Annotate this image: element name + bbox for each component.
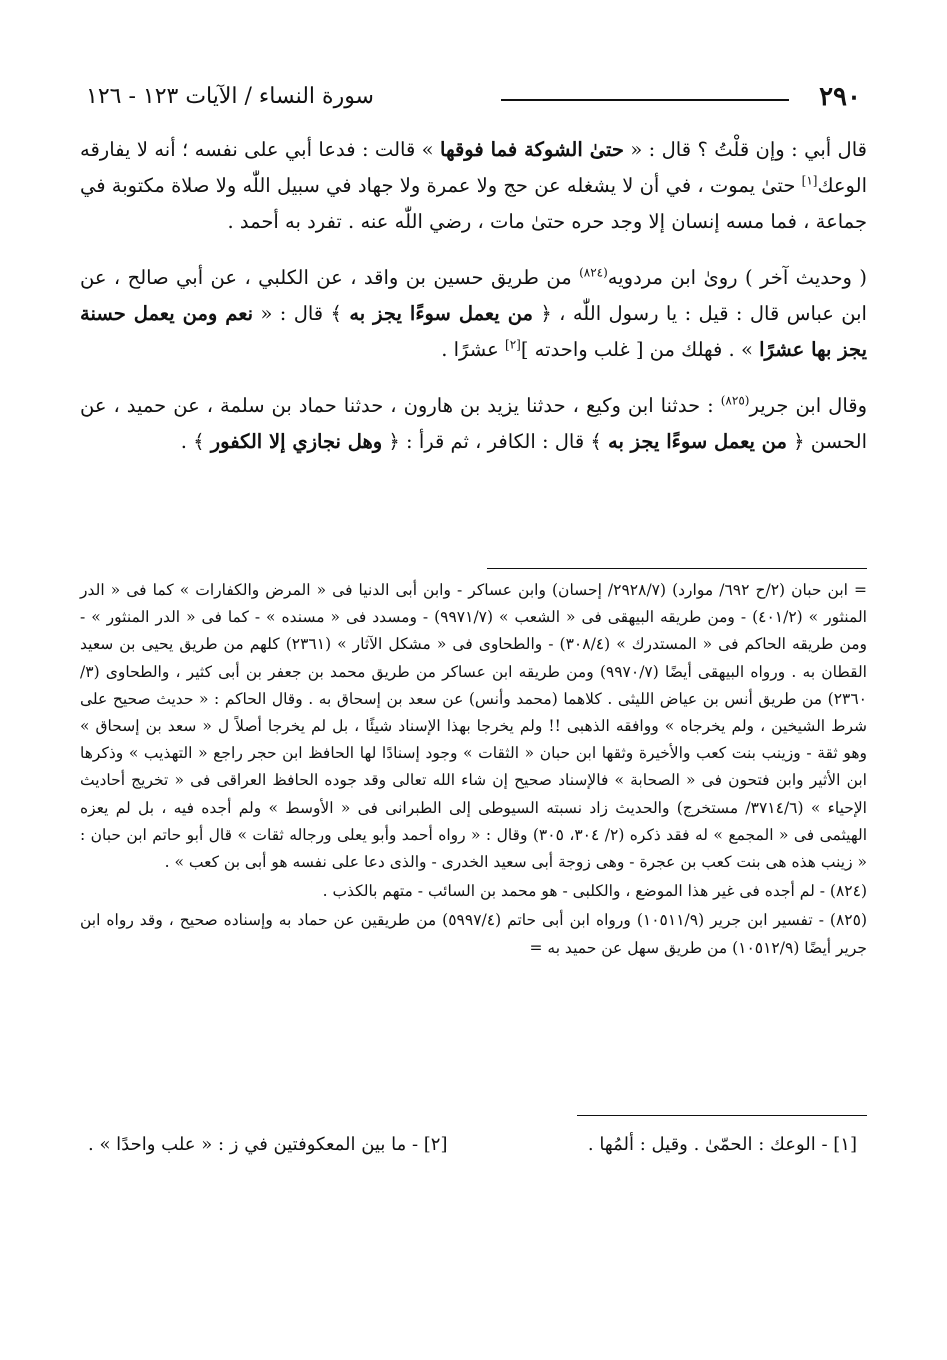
- quran-verse: من يعمل سوءًا يجز به: [608, 430, 787, 453]
- page-header: [80, 82, 867, 118]
- text-run: ﴾ .: [180, 430, 211, 453]
- hadith-text: حتىٰ الشوكة فما فوقها: [440, 138, 624, 161]
- text-run: حتىٰ يموت ، في أن لا يشغله عن حج ولا عمرة ولا جهاد في سبيل اللّٰه ولا صلاة مكتوبة في جماعة ، فما مسه إنسان إلا وجد حره حتىٰ مات ، رضي اللّٰه عنه . تفرد به أحمد .: [80, 174, 867, 233]
- note-marker: [١]: [801, 173, 818, 188]
- footnote-marker: (٨٢٤): [579, 265, 608, 280]
- hadith-text: نعم ومن يعمل حسنة يجز بها عشرًا: [80, 302, 867, 361]
- text-run: : حدثنا ابن وكيع ، حدثنا يزيد بن هارون ، حدثنا حماد بن سلمة ، عن حميد ، عن الحسن ﴿: [80, 394, 867, 453]
- text-run: عشرًا .: [441, 338, 506, 361]
- footnote-marker: (٨٢٥): [720, 393, 750, 408]
- footnote-824: (٨٢٤) - لم أجده فى غير هذا الموضع ، والكلبى - هو محمد بن السائب - متهم بالكذب .: [322, 882, 867, 901]
- text-run: » قالت : فدعا أبي على نفسه ؛ أنه لا يفارقه الوعك: [80, 138, 867, 197]
- footnotes: [80, 577, 867, 964]
- paragraph: [80, 388, 867, 460]
- main-text: [80, 132, 867, 480]
- note-marker: [٢]: [505, 337, 521, 352]
- text-run: ﴾ قال : الكافر ، ثم قرأ : ﴿: [382, 430, 608, 453]
- running-title: سورة النساء / الآيات ١٢٣ - ١٢٦: [86, 84, 374, 109]
- text-run: من طريق حسين بن واقد ، عن الكلبي ، عن أبي صالح ، عن ابن عباس قال : قيل : يا رسول اللّٰه ، ﴿: [80, 266, 867, 325]
- text-run: » . فهلك من [ غلب واحدته ]: [520, 338, 760, 361]
- text-run: وقال ابن جرير: [749, 394, 867, 417]
- notes-rule: [577, 1115, 867, 1116]
- page-number: ٢٩٠: [819, 82, 861, 112]
- footnote-continued: = ابن حبان (٢/ح ٦٩٢/ موارد) (٢٩٢٨/٧/ إحسان) وابن عساكر - وابن أبى الدنيا فى « المرض والكفارات » كما فى « الدر المنثور » (٤٠١/٢) - ومن طريقه البيهقى فى « الشعب » (٩٩٧١/٧) - ومسدد فى « مسنده » - كما فى « الدر المنثور » - ومن طريقه الحاكم فى « المستدرك » (٣٠٨/٤) - والطحاوى فى « مشكل الآثار » (٢٣٦١) كلهم من طريق يحيى بن سعيد القطان به . ورواه البيهقى أيضًا (٩٩٧٠/٧) ومن طريقه ابن عساكر من طريق محمد بن جعفر بن أبى كثير ، والطحاوى (٣/ ٢٣٦٠) من طريق أنس بن عياض الليثى . كلاهما (محمد وأنس) عن سعد بن إسحاق به . وقال الحاكم : « حديث صحيح على شرط الشيخين ، ولم يخرجاه » ووافقه الذهبى !! ولم يخرجا بهذا الإسناد شيئًا ، بل لم يخرجا أصلاً ل « سعد بن إسحاق » وهو ثقة - وزينب بنت كعب والأخيرة وثقها ابن حبان « الثقات » وجود إسنادًا لها الحافظ ابن حجر راجع « التهذيب » وذكرها ابن الأثير وابن فتحون فى « الصحابة » فالإسناد صحيح إن شاء الله تعالى وقد جوده الحافظ العراقى فى « تخريج أحاديث الإحياء » (٣٧١٤/٦/ مستخرج) والحديث زاد نسبته السيوطى إلى الطبرانى فى « الأوسط » ولم أجده فيه ، بل لم يعزه الهيثمى فى « المجمع » له فقد ذكره (٢/ ٣٠٤، ٣٠٥) وقال : « رواه أحمد وأبو يعلى ورجاله ثقات » قال أبو حاتم ابن حبان : « زينب هذه هى بنت كعب بن عجرة - وهى زوجة أبى سعيد الخدرى - والذى دعا على نفسه هو أبى بن كعب » .: [80, 581, 868, 872]
- note-1: [١] - الوعك : الحمّىٰ . وقيل : ألمُها .: [587, 1134, 857, 1155]
- note-2: [٢] - ما بين المعكوفتين في ز : « علب واحدًا » .: [88, 1134, 448, 1155]
- paragraph: [80, 132, 867, 240]
- editor-notes: [80, 1127, 867, 1163]
- text-run: ( وحديث آخر ) روىٰ ابن مردويه: [607, 266, 867, 289]
- quran-verse: وهل نجازي إلا الكفور: [210, 430, 383, 453]
- text-run: ﴾ قال : «: [253, 302, 350, 325]
- footnote-825: (٨٢٥) - تفسير ابن جرير (١٠٥١١/٩) ورواه ابن أبى حاتم (٥٩٩٧/٤) من طريقين عن حماد به وإسناده صحيح ، وقد رواه ابن جرير أيضًا (١٠٥١٢/٩) من طريق سهل عن حميد به =: [80, 911, 868, 957]
- text-run: قال أبي : وإن قلْتُ ؟ قال : «: [623, 138, 867, 161]
- paragraph: [80, 260, 867, 368]
- quran-verse: من يعمل سوءًا يجز به: [349, 302, 533, 325]
- footnote-rule: [487, 568, 867, 569]
- header-rule: [501, 99, 789, 101]
